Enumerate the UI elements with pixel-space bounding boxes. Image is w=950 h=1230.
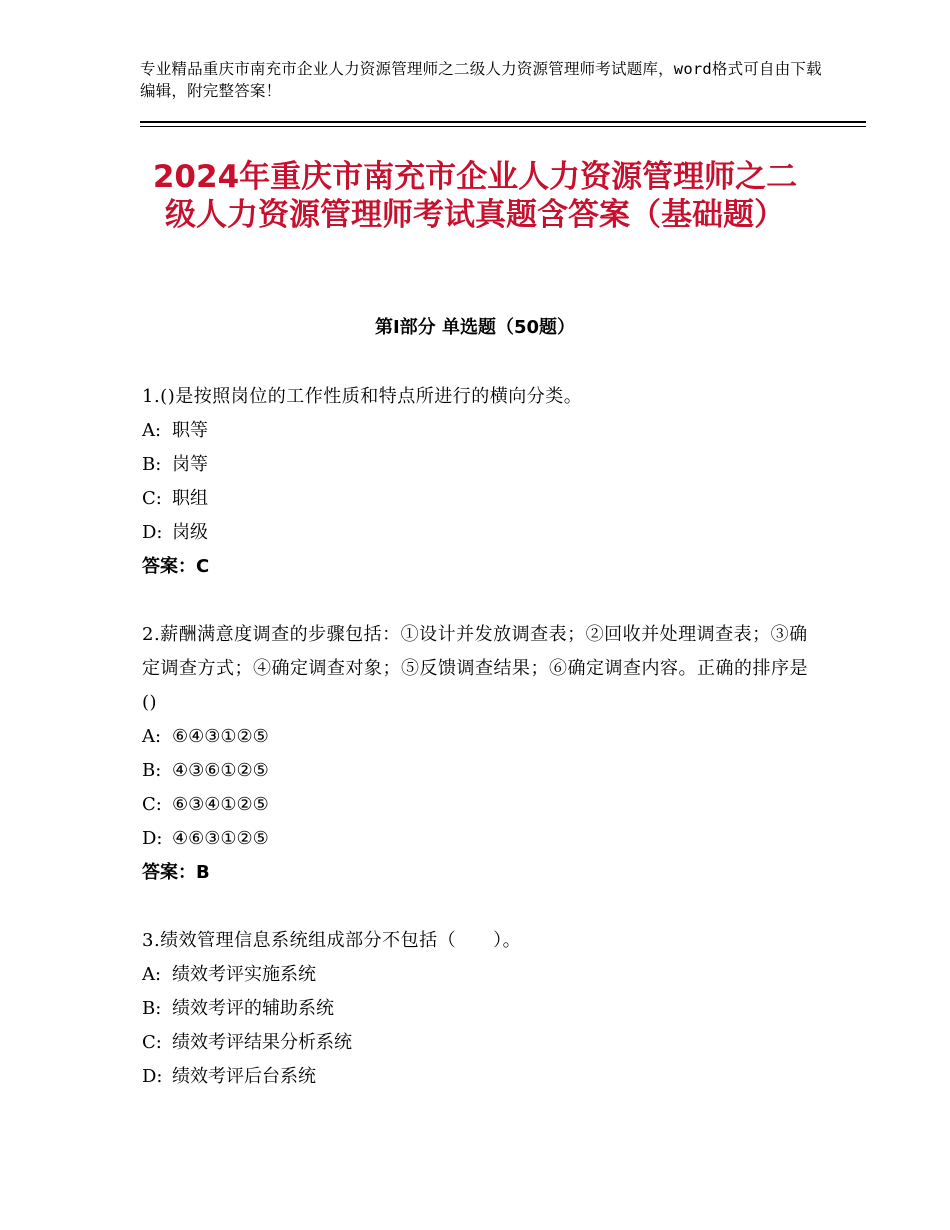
option-letter: D: — [142, 522, 163, 543]
option-text: 岗级 — [172, 522, 208, 543]
option-b — [142, 754, 812, 788]
option-text: 绩效考评后台系统 — [172, 1066, 316, 1087]
answer-line: 答案：C — [142, 556, 210, 577]
answer-line: 答案：B — [142, 862, 210, 883]
option-text: 职组 — [172, 488, 208, 509]
question-text: 3.绩效管理信息系统组成部分不包括（ ）。 — [142, 930, 522, 951]
option-d — [142, 516, 812, 550]
option-c — [142, 482, 812, 516]
option-b — [142, 448, 812, 482]
header-rule-thick — [140, 121, 866, 123]
option-d — [142, 1060, 812, 1094]
header-note: 专业精品重庆市南充市企业人力资源管理师之二级人力资源管理师考试题库，word格式可自由下载编辑，附完整答案！ — [140, 60, 822, 100]
question-text: 1.()是按照岗位的工作性质和特点所进行的横向分类。 — [142, 386, 583, 407]
option-letter: A: — [142, 964, 162, 985]
option-b — [142, 992, 812, 1026]
option-a — [142, 414, 812, 448]
option-c — [142, 1026, 812, 1060]
question-2 — [142, 618, 812, 890]
document-title: 2024年重庆市南充市企业人力资源管理师之二级人力资源管理师考试真题含答案（基础题） — [152, 159, 798, 233]
option-a — [142, 720, 812, 754]
option-letter: C: — [142, 794, 162, 815]
header-rule-thin — [140, 126, 866, 127]
option-d — [142, 822, 812, 856]
option-letter: C: — [142, 1032, 162, 1053]
question-1 — [142, 380, 812, 584]
option-letter: A: — [142, 726, 162, 747]
option-text: ⑥③④①②⑤ — [172, 794, 269, 815]
question-list — [142, 380, 812, 1128]
option-letter: B: — [142, 998, 162, 1019]
option-letter: A: — [142, 420, 162, 441]
option-c — [142, 788, 812, 822]
option-text: 职等 — [172, 420, 208, 441]
option-text: ④③⑥①②⑤ — [172, 760, 269, 781]
option-letter: D: — [142, 828, 163, 849]
option-text: ⑥④③①②⑤ — [172, 726, 269, 747]
option-text: ④⑥③①②⑤ — [172, 828, 269, 849]
option-a — [142, 958, 812, 992]
option-letter: B: — [142, 760, 162, 781]
section-heading: 第Ⅰ部分 单选题（50题） — [374, 317, 575, 338]
option-letter: D: — [142, 1066, 163, 1087]
question-3 — [142, 924, 812, 1094]
option-text: 岗等 — [172, 454, 208, 475]
option-letter: B: — [142, 454, 162, 475]
option-text: 绩效考评的辅助系统 — [172, 998, 334, 1019]
option-text: 绩效考评结果分析系统 — [172, 1032, 352, 1053]
option-letter: C: — [142, 488, 162, 509]
option-text: 绩效考评实施系统 — [172, 964, 316, 985]
question-text: 2.薪酬满意度调查的步骤包括：①设计并发放调查表；②回收并处理调查表；③确定调查方式；④确定调查对象；⑤反馈调查结果；⑥确定调查内容。正确的排序是() — [142, 624, 808, 713]
